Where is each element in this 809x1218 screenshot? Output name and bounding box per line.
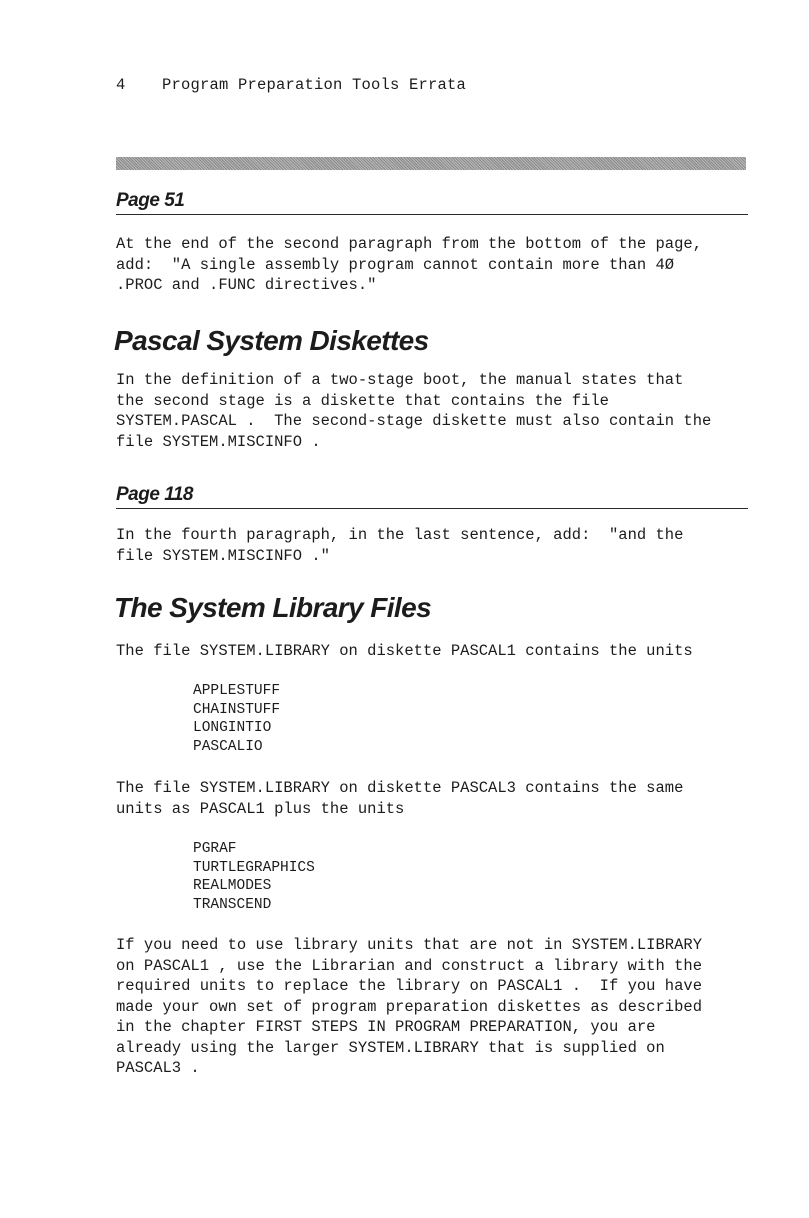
document-title: Program Preparation Tools Errata — [162, 76, 467, 94]
page-118-heading: Page 118 — [116, 485, 748, 509]
page-51-heading: Page 51 — [116, 191, 748, 215]
pascal-diskettes-paragraph: In the definition of a two-stage boot, the manual states that the second stage is a diskette that contains the file SYSTEM.PASCAL . The second-stage diskette must also contain the file SYSTEM.MISCINFO . — [116, 371, 712, 451]
running-header — [116, 76, 466, 94]
library-intro-1: The file SYSTEM.LIBRARY on diskette PASCAL1 contains the units — [116, 642, 693, 660]
page-118-paragraph: In the fourth paragraph, in the last sentence, add: "and the file SYSTEM.MISCINFO ." — [116, 526, 684, 565]
section-divider-bar — [116, 157, 746, 170]
library-closing-paragraph: If you need to use library units that are not in SYSTEM.LIBRARY on PASCAL1 , use the Librarian and construct a library with the required units to replace the library on PASCAL1 . If you have made your own set of program preparation diskettes as described in the chapter FIRST STEPS IN PROGRAM PREPARATION, you are already using the larger SYSTEM.LIBRARY that is supplied on PASCAL3 . — [116, 936, 702, 1077]
page-51-paragraph: At the end of the second paragraph from the bottom of the page, add: "A single assembly program cannot contain more than 4Ø .PROC and .FUNC directives." — [116, 235, 702, 294]
page-number: 4 — [116, 76, 126, 94]
pascal3-unit-list — [193, 840, 315, 914]
unit-item: PGRAF — [193, 841, 237, 857]
unit-item: PASCALIO — [193, 738, 263, 755]
unit-item: CHAINSTUFF — [193, 701, 281, 718]
pascal1-unit-list — [193, 682, 280, 756]
unit-item: LONGINTIO — [193, 720, 272, 736]
unit-item: APPLESTUFF — [193, 683, 281, 699]
unit-item: TRANSCEND — [193, 896, 272, 913]
pascal-diskettes-heading: Pascal System Diskettes — [114, 325, 429, 356]
unit-item: REALMODES — [193, 878, 272, 894]
library-intro-2: The file SYSTEM.LIBRARY on diskette PASCAL3 contains the same units as PASCAL1 plus the units — [116, 779, 684, 818]
library-files-heading: The System Library Files — [114, 592, 432, 623]
unit-item: TURTLEGRAPHICS — [193, 859, 315, 876]
